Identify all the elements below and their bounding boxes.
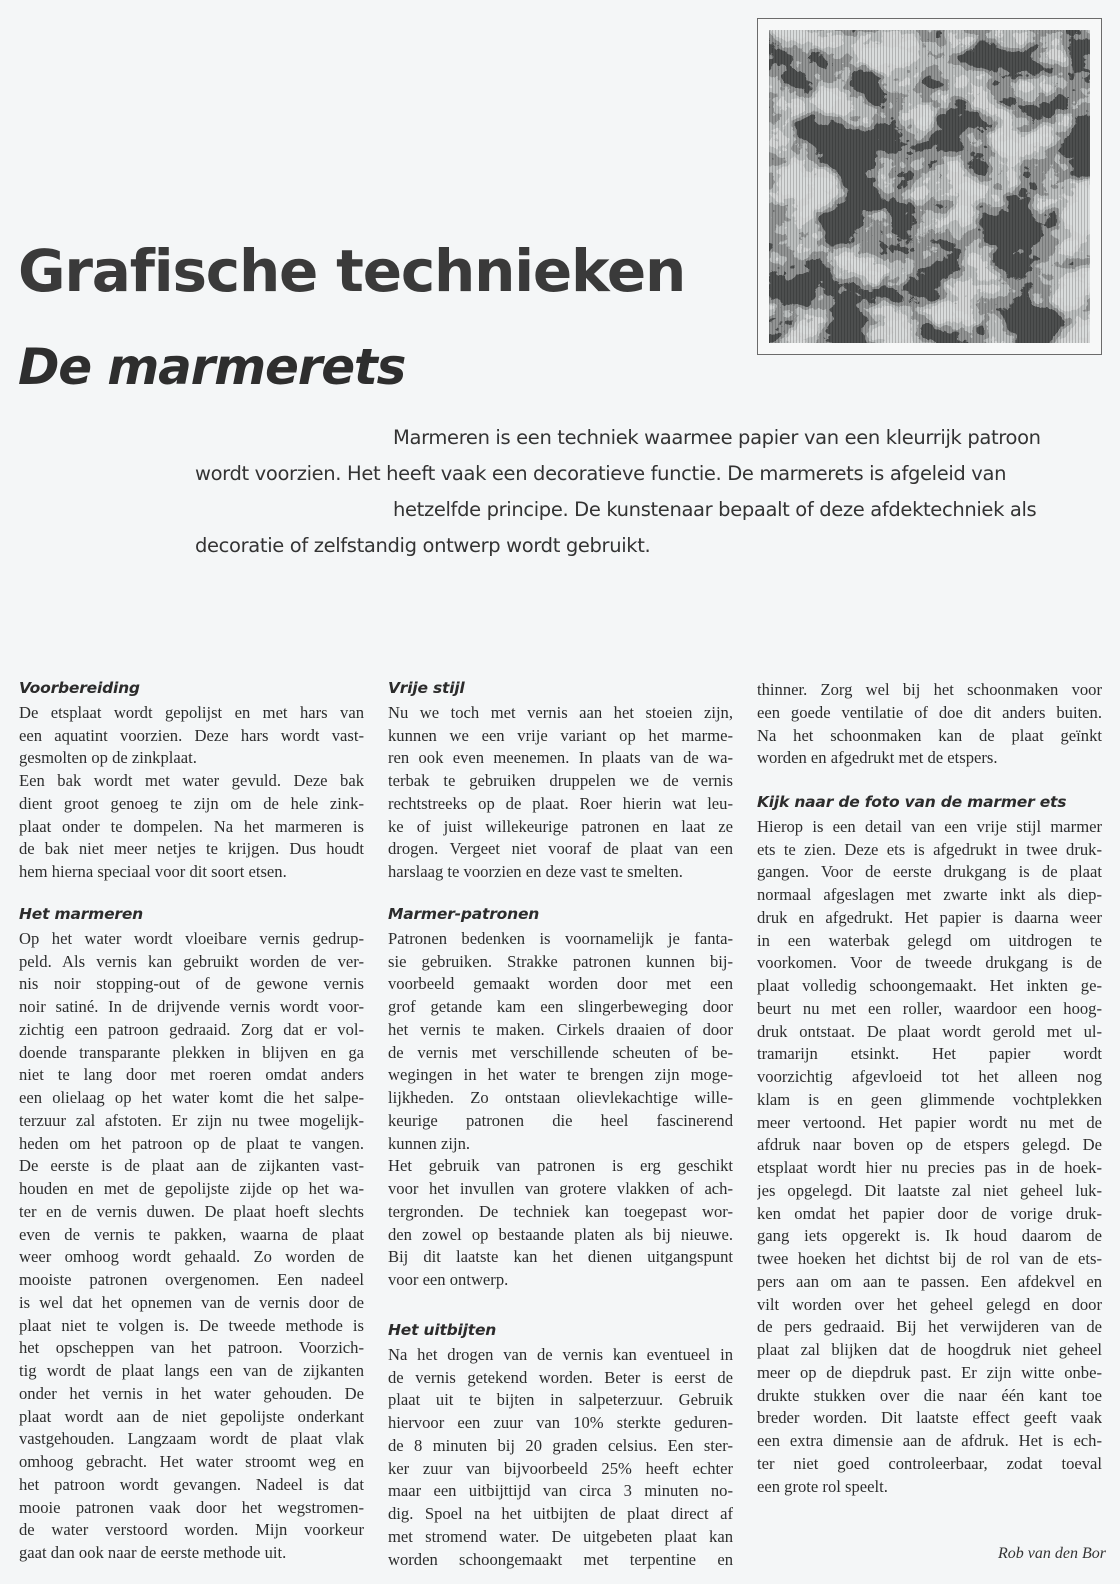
body-text-line: gesmolten op de zinkplaat. [19,748,197,768]
body-text-line: kunnen zijn. [388,1133,471,1153]
body-text-line: een grote rol speelt. [757,1476,888,1496]
intro-line: wordt voorzien. Het heeft vaak een decoratieve functie. De marmerets is afgeleid van [195,462,1007,485]
body-text-line: Bij dit laatste kan het dienen uitgangspunt [388,1247,733,1267]
body-text-line: plaat onder te dompelen. Na het marmeren is [19,816,364,836]
bleed-through-text [14,100,39,184]
body-text-line: weer omhoog wordt gehaald. Zo worden de [19,1247,364,1267]
body-text-line: Hierop is een detail van een vrije stijl marmer [757,816,1102,836]
body-text-line: hem hierna speciaal voor dit soort etsen. [19,862,287,881]
body-text-line: wegingen in het water te brengen zijn moge- [388,1065,733,1085]
body-text-line: een olielaag op het water komt die het salpe- [19,1088,364,1107]
body-text-line: ter niet goed controleerbaar, zodat toeval [757,1453,1102,1473]
body-text-line: normaal afgeslagen met zwarte inkt als diep- [757,885,1102,904]
body-text-line: klam is en geen glimmende vochtplekken [757,1089,1102,1109]
body-text-line: etsplaat wordt hier nu precies pas in de hoek- [757,1158,1102,1177]
body-text-line: de pers gedraaid. Bij het verwijderen van de [757,1317,1102,1337]
body-text-line: doende transparante plekken in blijven en ga [19,1042,364,1062]
body-text-line: worden en afgedrukt met de etspers. [757,748,998,768]
body-text-line: voorzichtig afgevloeid tot het alleen nog [757,1067,1102,1086]
body-text-line: tig wordt de plaat langs een van de zijkanten [19,1361,364,1380]
body-text-line: mooie patronen vaak door het wegstromen- [19,1497,364,1517]
body-text-line: voor een ontwerp. [388,1270,509,1289]
section-heading: Het uitbijten [388,1321,497,1339]
body-text-line: mooiste patronen overgenomen. Een nadeel [19,1270,364,1289]
photo-frame [757,18,1102,355]
intro-line: Marmeren is een techniek waarmee papier van een kleurrijk patroon [393,426,1041,449]
body-text-line: Na het schoonmaken kan de plaat geïnkt [757,725,1102,745]
body-text-line: lijkheden. Zo ontstaan olievlekachtige wille- [388,1088,733,1107]
body-text-line: afdruk naar boven op de etspers gelegd. De [757,1135,1102,1155]
body-text-line: zichtig een patroon gedraaid. Zorg dat er vol- [19,1019,364,1039]
body-text-line: niet te lang door met roeren omdat anders [19,1065,364,1085]
body-text-line: plaat zal blijken dat de hoogdruk niet geheel [757,1340,1102,1359]
body-text-line: voor het invullen van grotere vlakken of ach- [388,1179,733,1198]
body-text-line: een aquatint voorzien. Deze hars wordt vast- [19,725,364,745]
marble-etching-image [769,30,1090,343]
body-text-line: ke of juist willekeurige patronen en laat ze [388,816,733,836]
body-text-line: onder het vernis in het water gehouden. De [19,1383,364,1403]
body-text-line: Na het drogen van de vernis kan eventueel in [388,1344,733,1364]
section-heading: Het marmeren [19,905,143,923]
body-text-line: druk ontstaat. De plaat wordt gerold met ul- [757,1021,1102,1041]
body-text-line: De etsplaat wordt gepolijst en met hars van [19,702,364,722]
body-text-line: met stromend water. De uitgebeten plaat kan [388,1526,733,1546]
body-text-line: houden en met de gepolijste zijde op het wa- [19,1179,364,1198]
body-text-line: de bak niet meer netjes te krijgen. Dus houdt [19,839,364,859]
body-text-line: ter en de vernis duwen. De plaat hoeft slechts [19,1201,364,1221]
body-text-line: noir satiné. In de drijvende vernis wordt voor- [19,997,364,1016]
body-text-line: druk en afgedrukt. Het papier is daarna weer [757,907,1102,927]
body-text-line: meer vertoond. Het papier wordt nu met de [757,1112,1102,1132]
body-text-line: Op het water wordt vloeibare vernis gedrup- [19,928,364,948]
body-text-line: ker zuur van bijvoorbeeld 25% heeft echter [388,1458,733,1478]
body-text-line: beurt nu met een roller, waardoor een hoog- [757,998,1102,1018]
body-text-line: terzuur zal afstoten. Er zijn nu twee mogelijk- [19,1110,364,1130]
marble-etching-photo [769,30,1090,343]
body-text-line: ken omdat het papier door de vorige druk- [757,1203,1102,1223]
body-text-line: een goede ventilatie of doe dit anders buiten. [757,702,1102,722]
body-text-line: gang iets opgerekt is. Ik houd daarom de [757,1226,1102,1246]
body-text-line: gangen. Voor de eerste drukgang is de plaat [757,862,1102,882]
section-heading: Marmer-patronen [388,905,540,923]
body-text-line: twee hoeken het dichtst bij de rol van de ets- [757,1249,1102,1268]
section-heading: Kijk naar de foto van de marmer ets [757,793,1067,811]
page-subtitle: De marmerets [18,337,406,396]
body-text-line: nis noir stopping-out of de gewone vernis [19,974,364,994]
body-text-line: den zowel op bestaande platen als bij nieuwe. [388,1224,733,1244]
body-text-line: jes opgelegd. Dit laatste zal niet geheel luk- [757,1180,1102,1200]
body-text-line: rechtstreeks op de plaat. Roer hierin wat leu- [388,793,733,813]
body-text-line: tergronden. De techniek kan toegepast wor- [388,1201,733,1221]
body-text-line: keurige patronen die heel fascinerend [388,1110,733,1130]
body-text-line: de 8 minuten bij 20 graden celsius. Een ster- [388,1435,733,1455]
body-text-line: plaat niet te volgen is. De tweede methode is [19,1315,364,1335]
body-text-line: hiervoor een zuur van 10% sterkte geduren- [388,1413,733,1432]
body-text-line: peld. Als vernis kan gebruikt worden de ver- [19,951,364,971]
body-text-line: voorkomen. Voor de tweede drukgang is de [757,953,1102,973]
body-text-line: plaat wordt aan de niet gepolijste onderkant [19,1406,364,1426]
body-text-line: breder worden. Dit laatste effect geeft vaak [757,1408,1102,1428]
body-text-line: vilt worden over het geheel gelegd en door [757,1294,1102,1314]
body-text-line: pers aan om aan te passen. Een afdekvel en [757,1271,1102,1291]
section-heading: Voorbereiding [19,679,140,697]
body-text-line: ren ook even meenemen. In plaats van de wa- [388,748,733,768]
body-text-line: Patronen bedenken is voornamelijk je fanta- [388,928,733,948]
author-byline: Rob van den Bor [998,1545,1106,1562]
body-text-line: in een waterbak gelegd om uitdrogen te [757,930,1102,950]
body-text-line: plaat volledig schoongemaakt. Het inkten ge- [757,976,1102,995]
body-text-line: De eerste is de plaat aan de zijkanten vast- [19,1156,364,1176]
body-text-line: gaat dan ook naar de eerste methode uit. [19,1543,287,1562]
body-text-line: het patroon wordt gevangen. Nadeel is dat [19,1474,364,1494]
body-text-line: thinner. Zorg wel bij het schoonmaken voor [757,680,1102,699]
body-text-line: worden schoongemaakt met terpentine en [388,1549,733,1569]
body-text-line: maar een uitbijttijd van circa 3 minuten no- [388,1481,733,1501]
body-text-line: grof getande kam een slingerbeweging door [388,997,733,1016]
body-text-line: drogen. Vergeet niet vooraf de plaat van een [388,839,733,859]
body-text-line: kunnen we een vrije variant op het marme- [388,725,733,745]
body-text-line: even de vernis te pakken, waarna de plaat [19,1224,364,1244]
body-text-line: Het gebruik van patronen is erg geschikt [388,1156,733,1176]
body-text-line: vastgehouden. Langzaam wordt de plaat vlak [19,1429,364,1449]
body-text-line: omhoog gebracht. Het water stroomt weg en [19,1452,364,1471]
body-text-line: een extra dimensie aan de afdruk. Het is ech- [757,1431,1102,1450]
body-text-line: dig. Spoel na het uitbijten de plaat direct af [388,1504,733,1523]
body-text-line: het vernis te maken. Cirkels draaien of door [388,1019,733,1039]
body-text-line: drukte stukken over die naar één kant toe [757,1385,1102,1405]
page-title: Grafische technieken [18,236,686,305]
body-text-line: terbak te gebruiken druppelen we de vernis [388,771,733,790]
body-text-line: sie gebruiken. Strakke patronen kunnen bij- [388,951,733,971]
body-text-line: plaat uit te bijten in salpeterzuur. Gebruik [388,1390,733,1410]
body-text-line: Een bak wordt met water gevuld. Deze bak [19,771,364,790]
section-heading: Vrije stijl [388,679,465,697]
body-text-line: meer op de diepdruk past. Er zijn witte onbe- [757,1362,1102,1382]
body-text-line: de vernis met verschillende scheuten of be- [388,1042,733,1062]
body-text-line: harslaag te voorzien en deze vast te smelten. [388,862,683,881]
body-text-line: Nu we toch met vernis aan het stoeien zijn, [388,702,733,722]
intro-line: hetzelfde principe. De kunstenaar bepaalt of deze afdektechniek als [393,498,1037,521]
body-text-line: de water verstoord worden. Mijn voorkeur [19,1520,364,1540]
body-text-line: ets te zien. Deze ets is afgedrukt in twee druk- [757,839,1102,859]
body-text-line: de vernis getekend worden. Beter is eerst de [388,1367,733,1387]
body-text-line: dient groot genoeg te zijn om de hele zink- [19,793,364,813]
body-text-line: tramarijn etsinkt. Het papier wordt [757,1044,1102,1064]
body-text-line: het opscheppen van het patroon. Voorzich- [19,1338,364,1358]
body-text-line: voorbeeld gemaakt worden door met een [388,974,733,994]
body-text-line: is wel dat het opnemen van de vernis door de [19,1292,364,1312]
intro-line: decoratie of zelfstandig ontwerp wordt gebruikt. [195,534,651,557]
body-text-line: heden om het patroon op de plaat te vangen. [19,1133,364,1153]
